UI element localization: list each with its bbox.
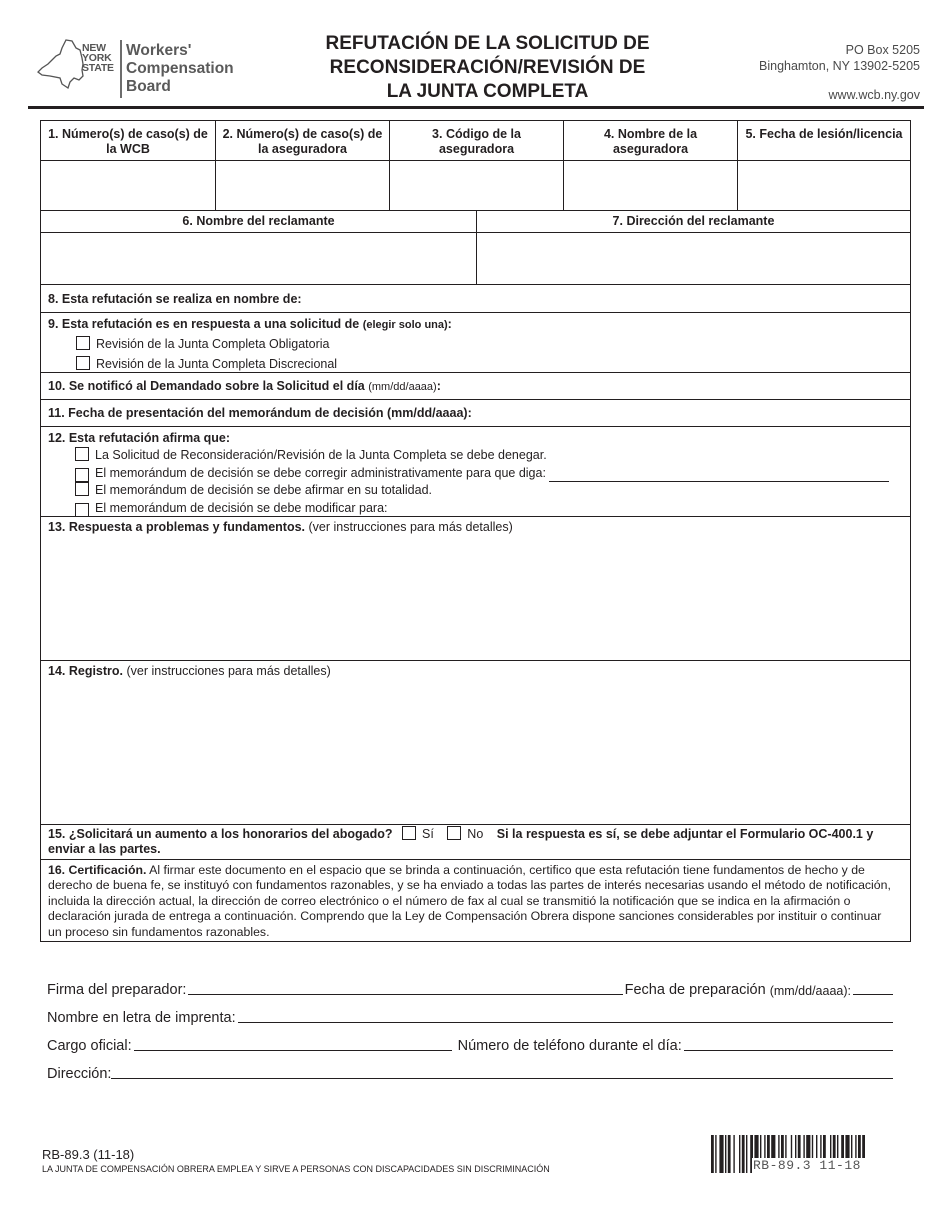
section-11[interactable]: 11. Fecha de presentación del memorándum de decisión (mm/dd/aaaa): bbox=[41, 400, 910, 427]
claimant-address-field[interactable] bbox=[477, 233, 910, 284]
nys-wcb-logo bbox=[36, 38, 246, 100]
barcode-bar bbox=[711, 1135, 714, 1173]
checkbox[interactable] bbox=[76, 356, 90, 370]
barcode-bar bbox=[728, 1135, 731, 1173]
wcb-case-label: 1. Número(s) de caso(s) de la WCB bbox=[41, 121, 216, 160]
case-header-row bbox=[41, 121, 910, 161]
header-rule bbox=[28, 106, 924, 109]
claimant-header-row bbox=[41, 211, 910, 233]
signature-row: Firma del preparador: Fecha de preparación (mm/dd/aaaa): bbox=[47, 979, 895, 998]
logo-divider bbox=[120, 40, 122, 98]
correction-line[interactable] bbox=[549, 469, 889, 482]
address-line[interactable] bbox=[111, 1063, 893, 1079]
preparation-date-line[interactable] bbox=[853, 979, 893, 995]
wcb-case-field[interactable] bbox=[41, 161, 216, 210]
section-10[interactable]: 10. Se notificó al Demandado sobre la Solicitud el día (mm/dd/aaaa): bbox=[41, 373, 910, 400]
modification-line[interactable] bbox=[394, 504, 889, 517]
injury-date-field[interactable] bbox=[738, 161, 910, 210]
print-name-row: Nombre en letra de imprenta: bbox=[47, 1007, 895, 1026]
section-12: 12. Esta refutación afirma que: La Solicitud de Reconsideración/Revisión de la Junta Completa se debe denegar. El memorándum de decisión se debe corregir administrativamente para que diga: El memorándum de decisión se debe afirmar en su totalidad. El memorándum de decisión se debe modificar para: bbox=[41, 427, 910, 517]
yes-checkbox[interactable] bbox=[402, 826, 416, 840]
option-mandatory-review[interactable]: Revisión de la Junta Completa Obligatoria bbox=[48, 336, 903, 354]
carrier-code-label: 3. Código de la aseguradora bbox=[390, 121, 564, 160]
form-title: REFUTACIÓN DE LA SOLICITUD DE RECONSIDERACIÓN/REVISIÓN DE LA JUNTA COMPLETA bbox=[325, 33, 650, 102]
option-discretionary-review[interactable]: Revisión de la Junta Completa Discrecional bbox=[48, 356, 903, 374]
barcode-bar bbox=[733, 1135, 734, 1173]
phone-line[interactable] bbox=[684, 1035, 893, 1051]
website: www.wcb.ny.gov bbox=[828, 88, 920, 102]
section-8[interactable]: 8. Esta refutación se realiza en nombre de: bbox=[41, 285, 910, 313]
section-9: 9. Esta refutación es en respuesta a una solicitud de (elegir solo una): Revisión de la Junta Completa Obligatoria Revisión de la Junta Completa Discrecional bbox=[41, 313, 910, 373]
barcode-bar bbox=[746, 1135, 747, 1173]
claimant-name-field[interactable] bbox=[41, 233, 477, 284]
checkbox[interactable] bbox=[75, 468, 89, 482]
form-code: RB-89.3 (11-18) bbox=[42, 1147, 135, 1162]
carrier-case-field[interactable] bbox=[216, 161, 390, 210]
carrier-code-field[interactable] bbox=[390, 161, 564, 210]
injury-date-label: 5. Fecha de lesión/licencia bbox=[745, 127, 903, 141]
preparer-signature-line[interactable] bbox=[188, 979, 622, 995]
barcode-bar bbox=[719, 1135, 723, 1173]
section-13[interactable]: 13. Respuesta a problemas y fundamentos. (ver instrucciones para más detalles) bbox=[41, 517, 910, 661]
form-header bbox=[0, 0, 950, 110]
checkbox[interactable] bbox=[75, 503, 89, 517]
logo-board-text: Workers' Compensation Board bbox=[126, 42, 234, 95]
section-16: 16. Certificación. Al firmar este documento en el espacio que se brinda a continuación, certifico que esta refutación tiene fundamentos de hecho y de derecho de buena fe, se instituyó con fundamentos razonables, y se ha enviado a todas las partes de interés necesarias usando el método de notificación, incluida la dirección actual, la dirección de correo electrónico o el número de fax al cual se transmitió la notificación que se indica en la afirmación o declaración jurada de entrega a continuación. Comprendo que la Ley de Compensación Obrera dispone sanciones considerables por instituir o continuar un proceso sin fundamentos razonables. bbox=[41, 860, 910, 942]
logo-state-text: NEW YORK STATE bbox=[82, 42, 114, 74]
no-checkbox[interactable] bbox=[447, 826, 461, 840]
form-body bbox=[40, 120, 911, 942]
nondiscrimination-notice: LA JUNTA DE COMPENSACIÓN OBRERA EMPLEA Y SIRVE A PERSONAS CON DISCAPACIDADES SIN DISCRIMINACIÓN bbox=[42, 1164, 550, 1174]
barcode-bar bbox=[739, 1135, 740, 1173]
claimant-address-label: 7. Dirección del reclamante bbox=[612, 214, 775, 228]
option-affirm[interactable]: El memorándum de decisión se debe afirmar en su totalidad. bbox=[48, 482, 903, 500]
title-phone-row: Cargo oficial: Número de teléfono durante el día: bbox=[47, 1035, 895, 1054]
option-modify[interactable]: El memorándum de decisión se debe modificar para: bbox=[48, 500, 903, 518]
checkbox[interactable] bbox=[75, 447, 89, 461]
print-name-line[interactable] bbox=[238, 1007, 893, 1023]
section-15: 15. ¿Solicitará un aumento a los honorarios del abogado? Sí No Si la respuesta es sí, se debe adjuntar el Formulario OC-400.1 y enviar a las partes. bbox=[41, 825, 910, 860]
claimant-input-row bbox=[41, 233, 910, 285]
barcode-bar bbox=[715, 1135, 716, 1173]
claimant-name-label: 6. Nombre del reclamante bbox=[41, 211, 477, 232]
address-row: Dirección: bbox=[47, 1063, 895, 1082]
checkbox[interactable] bbox=[76, 336, 90, 350]
carrier-name-field[interactable] bbox=[564, 161, 738, 210]
section-14[interactable]: 14. Registro. (ver instrucciones para más detalles) bbox=[41, 661, 910, 825]
barcode-text: RB-89.3 11-18 bbox=[752, 1158, 876, 1174]
carrier-case-label: 2. Número(s) de caso(s) de la aseguradora bbox=[216, 121, 390, 160]
mailing-address: PO Box 5205 Binghamton, NY 13902-5205 bbox=[759, 43, 920, 73]
case-input-row bbox=[41, 161, 910, 211]
option-deny[interactable]: La Solicitud de Reconsideración/Revisión de la Junta Completa se debe denegar. bbox=[48, 447, 903, 465]
carrier-name-label: 4. Nombre de la aseguradora bbox=[564, 121, 738, 160]
checkbox[interactable] bbox=[75, 482, 89, 496]
official-title-line[interactable] bbox=[134, 1035, 452, 1051]
option-correct[interactable]: El memorándum de decisión se debe corregir administrativamente para que diga: bbox=[48, 465, 903, 483]
barcode-bar bbox=[742, 1135, 745, 1173]
barcode-bar bbox=[725, 1135, 726, 1173]
